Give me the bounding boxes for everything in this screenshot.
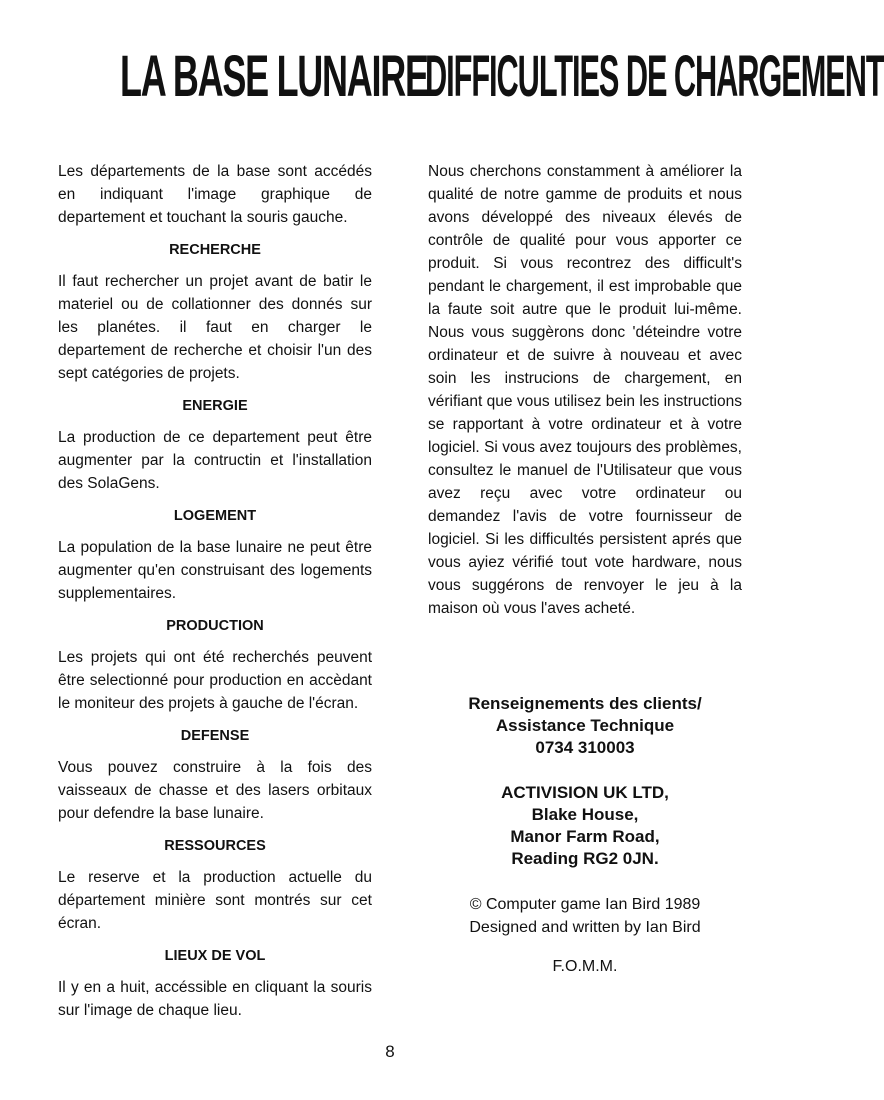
fomm-label: F.O.M.M. [552, 958, 618, 975]
address-street-1: Blake House, [531, 805, 639, 824]
section-text-production: Les projets qui ont été recherchés peuvent être selectionné pour production en accèdant le moniteur des projets à gauche de l'écran. [58, 649, 372, 712]
section-text-logement: La population de la base lunaire ne peut être augmenter qu'en construisant des logements supplementaires. [58, 539, 372, 602]
address-city: Reading RG2 0JN. [511, 849, 659, 868]
section-heading-lieux-de-vol: LIEUX DE VOL [164, 948, 266, 964]
support-line-1: Renseignements des clients/ [468, 694, 702, 713]
section-heading-production: PRODUCTION [166, 618, 264, 634]
section-text-defense: Vous pouvez construire à la fois des vaisseaux de chasse et des lasers orbitaux pour defendre la base lunaire. [58, 759, 372, 822]
intro-paragraph: Les départements de la base sont accédés en indiquant l'image graphique de departement et touchant la souris gauche. [58, 163, 372, 226]
section-heading-recherche: RECHERCHE [169, 242, 261, 258]
section-heading-energie: ENERGIE [182, 398, 248, 414]
company-address-block [428, 782, 742, 870]
left-column [58, 160, 372, 1032]
customer-support-block [428, 693, 742, 759]
section-heading-logement: LOGEMENT [173, 508, 257, 524]
address-street-2: Manor Farm Road, [510, 827, 660, 846]
section-text-recherche: Il faut rechercher un projet avant de batir le materiel ou de collationner des donnés sur les planétes. il faut en charger le departement de recherche et choisir l'un des sept catégories de projets. [58, 273, 372, 382]
designer-line: Designed and written by Ian Bird [469, 919, 701, 936]
section-heading-defense: DEFENSE [180, 728, 250, 744]
company-name: ACTIVISION UK LTD, [501, 783, 669, 802]
section-text-lieux-de-vol: Il y en a huit, accéssible en cliquant la souris sur l'image de chaque lieu. [58, 979, 372, 1019]
section-text-energie: La production de ce departement peut être augmenter par la contructin et l'installation des SolaGens. [58, 429, 372, 492]
page-number: 8 [385, 1042, 395, 1061]
loading-difficulties-paragraph: Nous cherchons constamment à améliorer la qualité de notre gamme de produits et nous avons développé des niveaux élevés de contrôle de qualité pour vous apporter ce produit. Si vous recontrez des difficult's pendant le chargement, il est improbable que la faute soit autre que le produit lui-même. Nous vous suggèrons donc 'déteindre votre ordinateur et de suivre à nouveau et avec soin les instrucions de chargement, en vérifiant que vous utilisez bein les instructions se rapportant à votre ordinateur et à votre logiciel. Si vous avez toujours des problèmes, consultez le manuel de l'Utilisateur que vous avez reçu avec votre ordinateur ou demandez l'avis de votre fournisseur de logiciel. Si les difficultés persistent aprés que vous ayiez vérifié tout vote hardware, nous vous suggérons de renvoyer le jeu à la maison où vous l'aves acheté. [428, 163, 742, 617]
page-title-right: DIFFICULTIES DE CHARGEMENT [425, 44, 884, 109]
section-heading-ressources: RESSOURCES [164, 838, 266, 854]
support-phone: 0734 310003 [535, 738, 635, 757]
credits-block [428, 893, 742, 939]
section-text-ressources: Le reserve et la production actuelle du département minière sont montrés sur cet écran. [58, 869, 372, 932]
right-column [428, 160, 742, 630]
copyright-line: © Computer game Ian Bird 1989 [469, 896, 701, 913]
page-title-left: LA BASE LUNAIRE [120, 44, 428, 109]
support-line-2: Assistance Technique [495, 716, 675, 735]
